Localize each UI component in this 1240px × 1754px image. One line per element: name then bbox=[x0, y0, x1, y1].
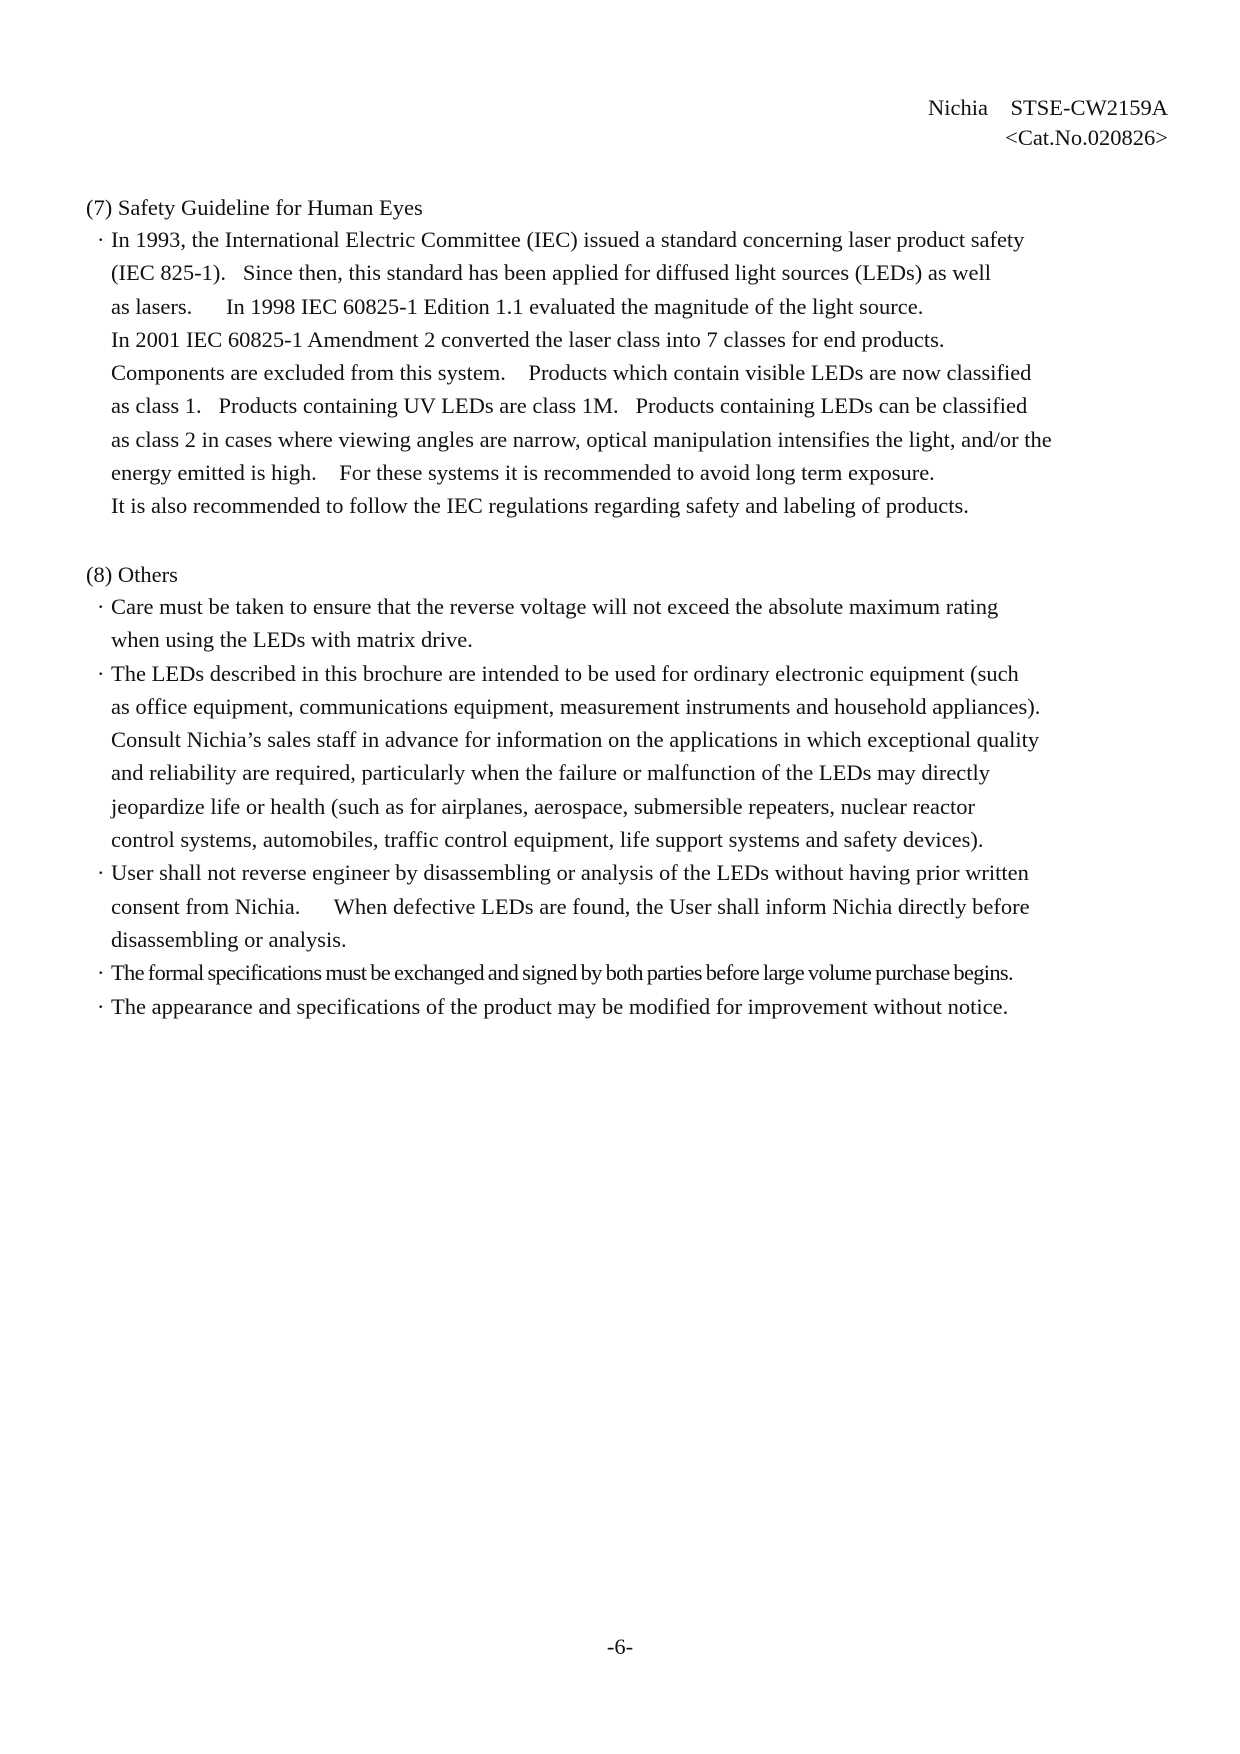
company-name: Nichia bbox=[928, 95, 988, 120]
text-line: control systems, automobiles, traffic control equipment, life support systems and safety devices). bbox=[111, 827, 984, 853]
text-line: User shall not reverse engineer by disassembling or analysis of the LEDs without having prior written bbox=[111, 860, 1029, 886]
text-line: consent from Nichia. When defective LEDs are found, the User shall inform Nichia directly before bbox=[111, 893, 1030, 919]
text-line: In 2001 IEC 60825-1 Amendment 2 converted the laser class into 7 classes for end products. bbox=[111, 326, 945, 352]
bullet-dot: · bbox=[97, 960, 105, 986]
section-heading: (7) Safety Guideline for Human Eyes bbox=[86, 195, 423, 220]
section-heading: (8) Others bbox=[86, 562, 178, 587]
bullet-item bbox=[86, 956, 1176, 989]
text-line: (IEC 825-1). Since then, this standard has been applied for diffused light sources (LEDs) as well bbox=[111, 260, 991, 286]
section-others bbox=[86, 560, 1176, 1023]
bullet-dot: · bbox=[97, 860, 105, 886]
text-line: jeopardize life or health (such as for airplanes, aerospace, submersible repeaters, nuclear reactor bbox=[111, 793, 975, 819]
text-line: In 1993, the International Electric Committee (IEC) issued a standard concerning laser product safety bbox=[111, 227, 1025, 252]
text-line: as office equipment, communications equipment, measurement instruments and household appliances). bbox=[111, 693, 1041, 719]
text-line: disassembling or analysis. bbox=[111, 926, 347, 952]
page-number: -6- bbox=[606, 1634, 634, 1659]
text-line: and reliability are required, particularly when the failure or malfunction of the LEDs may directly bbox=[111, 760, 991, 786]
bullet-item bbox=[86, 657, 1176, 857]
text-line: when using the LEDs with matrix drive. bbox=[111, 627, 473, 653]
text-line: Components are excluded from this system. Products which contain visible LEDs are now classified bbox=[111, 360, 1032, 386]
bullet-item bbox=[86, 990, 1176, 1023]
text-line: The formal specifications must be exchanged and signed by both parties before large volume purchase begins. bbox=[111, 960, 1013, 986]
catalog-number: <Cat.No.020826> bbox=[1005, 125, 1168, 150]
bullet-dot: · bbox=[97, 993, 105, 1019]
text-line: as class 2 in cases where viewing angles are narrow, optical manipulation intensifies the light, and/or the bbox=[111, 426, 1052, 452]
bullet-dot: · bbox=[97, 660, 105, 686]
document-header bbox=[928, 93, 1168, 153]
text-line: The appearance and specifications of the product may be modified for improvement without notice. bbox=[111, 993, 1009, 1019]
text-line: energy emitted is high. For these systems it is recommended to avoid long term exposure. bbox=[111, 460, 935, 486]
text-line: It is also recommended to follow the IEC regulations regarding safety and labeling of products. bbox=[111, 493, 969, 519]
text-line: Consult Nichia’s sales staff in advance for information on the applications in which exceptional quality bbox=[111, 727, 1040, 753]
text-line: Care must be taken to ensure that the reverse voltage will not exceed the absolute maximum rating bbox=[111, 594, 999, 619]
bullet-dot: · bbox=[97, 227, 105, 252]
bullet-item bbox=[86, 856, 1176, 956]
document-number: STSE-CW2159A bbox=[1010, 95, 1168, 120]
bullet-item bbox=[86, 223, 1176, 523]
text-line: as lasers. In 1998 IEC 60825-1 Edition 1.1 evaluated the magnitude of the light source. bbox=[111, 293, 924, 319]
section-safety-guideline bbox=[86, 193, 1176, 523]
text-line: as class 1. Products containing UV LEDs are class 1M. Products containing LEDs can be classified bbox=[111, 393, 1028, 419]
text-line: The LEDs described in this brochure are intended to be used for ordinary electronic equipment (such bbox=[111, 660, 1019, 686]
bullet-dot: · bbox=[97, 594, 105, 619]
bullet-item bbox=[86, 590, 1176, 657]
